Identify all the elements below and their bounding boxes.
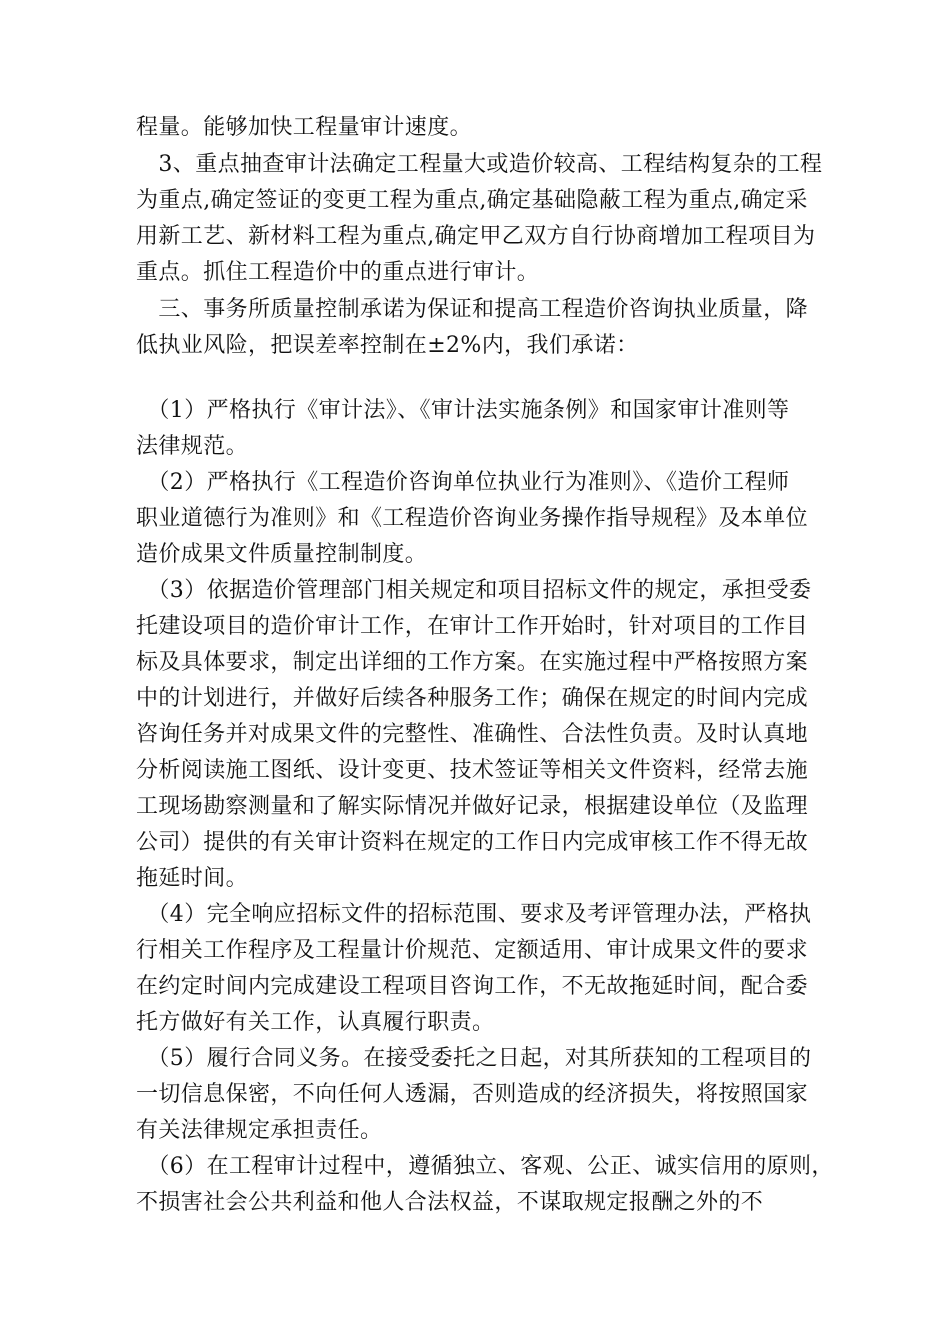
text-line: 为重点,确定签证的变更工程为重点,确定基础隐蔽工程为重点,确定采 <box>136 188 808 213</box>
text-line: 造价成果文件质量控制制度。 <box>136 542 428 567</box>
text-line: 拖延时间。 <box>136 866 249 891</box>
text-line: （1）严格执行《审计法》、《审计法实施条例》和国家审计准则等 <box>136 398 790 423</box>
text-line: 分析阅读施工图纸、设计变更、技术签证等相关文件资料，经常去施 <box>136 758 809 783</box>
text-line: 托方做好有关工作，认真履行职责。 <box>136 1010 495 1035</box>
text-line: （5）履行合同义务。在接受委托之日起，对其所获知的工程项目的 <box>136 1046 812 1071</box>
text-line: 一切信息保密，不向任何人透漏，否则造成的经济损失，将按照国家 <box>136 1082 809 1107</box>
text-line: 重点。抓住工程造价中的重点进行审计。 <box>136 260 540 285</box>
text-line: 工现场勘察测量和了解实际情况并做好记录，根据建设单位（及监理 <box>136 794 809 819</box>
text-line: （4）完全响应招标文件的招标范围、要求及考评管理办法，严格执 <box>136 902 812 927</box>
text-line: （2）严格执行《工程造价咨询单位执业行为准则》、《造价工程师 <box>136 470 790 495</box>
text-line: 标及具体要求，制定出详细的工作方案。在实施过程中严格按照方案 <box>136 650 809 675</box>
text-line: 在约定时间内完成建设工程项目咨询工作，不无故拖延时间，配合委 <box>136 974 809 999</box>
text-line: （6）在工程审计过程中，遵循独立、客观、公正、诚实信用的原则， <box>136 1154 834 1179</box>
text-line: 程量。能够加快工程量审计速度。 <box>136 115 473 140</box>
text-line: 托建设项目的造价审计工作，在审计工作开始时，针对项目的工作目 <box>136 614 809 639</box>
text-line: 职业道德行为准则》和《工程造价咨询业务操作指导规程》及本单位 <box>136 506 809 531</box>
text-line: 行相关工作程序及工程量计价规范、定额适用、审计成果文件的要求 <box>136 938 809 963</box>
text-line: 3、重点抽查审计法确定工程量大或造价较高、工程结构复杂的工程 <box>136 152 823 177</box>
text-line: （3）依据造价管理部门相关规定和项目招标文件的规定，承担受委 <box>136 578 812 603</box>
text-line: 三、事务所质量控制承诺为保证和提高工程造价咨询执业质量，降 <box>136 297 809 322</box>
text-line: 用新工艺、新材料工程为重点,确定甲乙双方自行协商增加工程项目为 <box>136 224 816 249</box>
text-line: 低执业风险，把误差率控制在±2%内，我们承诺： <box>136 333 639 358</box>
text-line: 咨询任务并对成果文件的完整性、准确性、合法性负责。及时认真地 <box>136 722 809 747</box>
text-line: 不损害社会公共利益和他人合法权益，不谋取规定报酬之外的不 <box>136 1190 764 1215</box>
text-line: 有关法律规定承担责任。 <box>136 1118 383 1143</box>
text-line: 中的计划进行，并做好后续各种服务工作；确保在规定的时间内完成 <box>136 686 809 711</box>
text-line: 法律规范。 <box>136 434 249 459</box>
text-line: 公司）提供的有关审计资料在规定的工作日内完成审核工作不得无故 <box>136 830 809 855</box>
